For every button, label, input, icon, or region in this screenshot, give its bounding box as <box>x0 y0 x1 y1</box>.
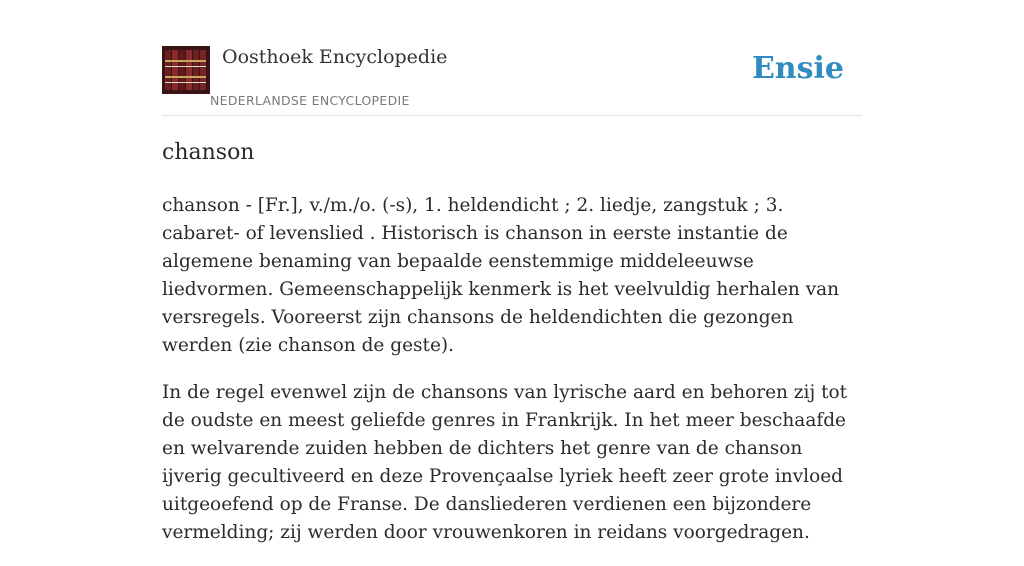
article-body <box>162 192 866 566</box>
ensie-logo[interactable]: Ensie <box>751 51 844 86</box>
publication-name[interactable]: Oosthoek Encyclopedie <box>222 46 448 68</box>
article-paragraph: In de regel evenwel zijn de chansons van lyrische aard en behoren zij tot de oudste en meest geliefde genres in Frankrijk. In het meer beschaafde en welvarende zuiden hebben de dichters het genre van de chanson ijverig gecultiveerd en deze Provençaalse lyriek heeft zeer grote invloed uitgeoefend op de Franse. De dansliederen verdienen een bijzondere vermelding; zij werden door vrouwenkoren in reidans voorgedragen. <box>162 382 848 543</box>
article-paragraph: chanson - [Fr.], v./m./o. (-s), 1. heldendicht ; 2. liedje, zangstuk ; 3. cabaret- of levenslied . Historisch is chanson in eerste instantie de algemene benaming van bepaalde eenstemmige middeleeuwse liedvormen. Gemeenschappelijk kenmerk is het veelvuldig herhalen van versregels. Vooreerst zijn chansons de heldendichten die gezongen werden (zie chanson de geste). <box>162 195 840 356</box>
publication-avatar[interactable] <box>162 46 210 94</box>
encyclopedia-books-icon <box>162 46 210 94</box>
publication-subtitle: NEDERLANDSE ENCYCLOPEDIE <box>210 93 410 108</box>
site-header <box>162 46 862 116</box>
article-title: chanson <box>162 140 255 165</box>
